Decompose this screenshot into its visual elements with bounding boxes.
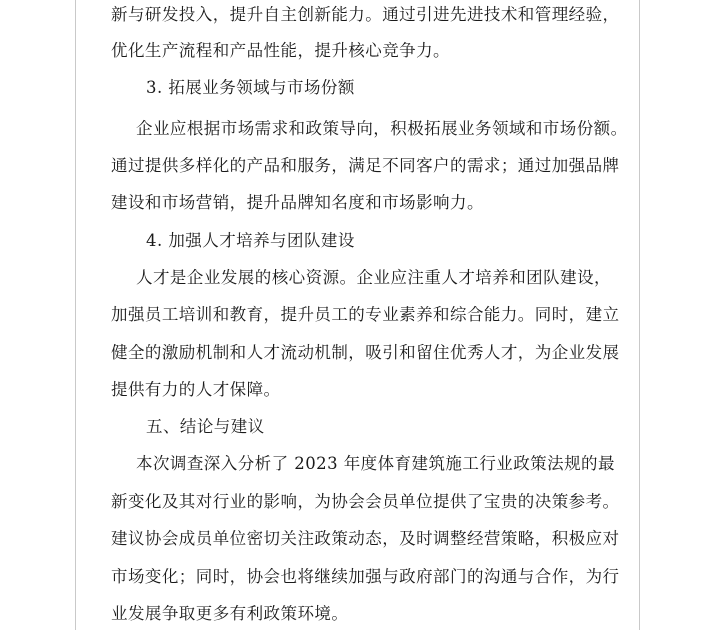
- section-heading-3: 3. 拓展业务领域与市场份额: [146, 78, 355, 97]
- page-right-edge: [639, 0, 640, 630]
- paragraph-line: 本次调查深入分析了 2023 年度体育建筑施工行业政策法规的最: [136, 454, 615, 473]
- paragraph-line: 提供有力的人才保障。: [111, 380, 281, 399]
- paragraph-line: 建议协会成员单位密切关注政策动态，及时调整经营策略，积极应对: [111, 529, 620, 548]
- paragraph-line: 加强员工培训和教育，提升员工的专业素养和综合能力。同时，建立: [111, 305, 620, 324]
- paragraph-line: 市场变化；同时，协会也将继续加强与政府部门的沟通与合作，为行: [111, 567, 620, 586]
- paragraph-line: 新变化及其对行业的影响，为协会会员单位提供了宝贵的决策参考。: [111, 492, 620, 511]
- paragraph-line: 企业应根据市场需求和政策导向，积极拓展业务领域和市场份额。: [136, 119, 628, 138]
- paragraph-line: 优化生产流程和产品性能，提升核心竞争力。: [111, 41, 450, 60]
- paragraph-line: 业发展争取更多有利政策环境。: [111, 604, 349, 623]
- paragraph-line: 新与研发投入，提升自主创新能力。通过引进先进技术和管理经验，: [111, 5, 620, 24]
- paragraph-line: 健全的激励机制和人才流动机制，吸引和留住优秀人才，为企业发展: [111, 343, 620, 362]
- paragraph-line: 通过提供多样化的产品和服务，满足不同客户的需求；通过加强品牌: [111, 156, 620, 175]
- paragraph-line: 建设和市场营销，提升品牌知名度和市场影响力。: [111, 193, 484, 212]
- paragraph-line: 人才是企业发展的核心资源。企业应注重人才培养和团队建设，: [136, 268, 611, 287]
- section-heading-5: 五、结论与建议: [146, 417, 265, 436]
- page-left-edge: [75, 0, 76, 630]
- section-heading-4: 4. 加强人才培养与团队建设: [146, 231, 355, 250]
